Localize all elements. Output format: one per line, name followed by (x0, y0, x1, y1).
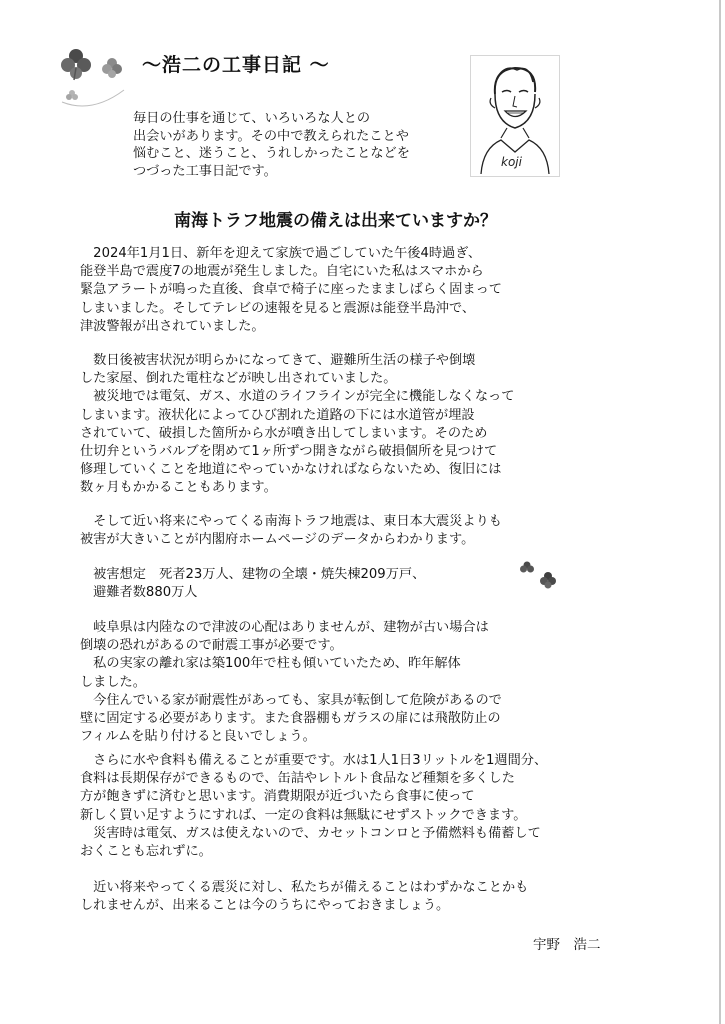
paragraph-line: フィルムを貼り付けると良いでしょう。 (80, 729, 316, 745)
diary-title: ～浩二の工事日記 ～ (142, 54, 330, 76)
intro-line: つづった工事日記です。 (133, 163, 277, 179)
paragraph-line: されていて、破損した箇所から水が噴き出してしまいます。そのため (80, 425, 488, 441)
paragraph-line: さらに水や食料も備えることが重要です。水は1人1日3リットルを1週間分、 (80, 753, 548, 768)
paragraph-line: 今住んでいる家が耐震性があっても、家具が転倒して危険があるので (80, 692, 502, 708)
intro-line: 悩むこと、迷うこと、うれしかったことなどを (133, 146, 410, 161)
paragraph-line: 避難者数880万人 (80, 585, 198, 601)
paragraph-line: 岐阜県は内陸なので津波の心配はありませんが、建物が古い場合は (80, 620, 489, 635)
paragraph-line: 能登半島で震度7の地震が発生しました。自宅にいた私はスマホから (80, 264, 484, 280)
paragraph-line: 方が飽きずに済むと思います。消費期限が近づいたら食事に使って (80, 789, 475, 805)
damage-estimate (80, 566, 425, 602)
intro-text (133, 110, 463, 180)
article-heading: 南海トラフ地震の備えは出来ていますか？ (174, 211, 497, 231)
paragraph-5 (80, 752, 547, 861)
paragraph-line: 被害想定 死者23万人、建物の全壊・焼失棟209万戸、 (80, 567, 426, 582)
intro-line: 毎日の仕事を通じて、いろいろな人との (133, 111, 371, 126)
paragraph-line: 被災地では電気、ガス、水道のライフラインが完全に機能しなくなって (80, 389, 515, 405)
clover-decoration-icon (52, 40, 142, 115)
paragraph-line: 数ヶ月もかかることもあります。 (80, 480, 277, 496)
paragraph-line: した家屋、倒れた電柱などが映し出されていました。 (80, 371, 397, 387)
portrait-signature: koji (501, 155, 522, 169)
paragraph-line: 緊急アラートが鳴った直後、食卓で椅子に座ったまましばらく固まって (80, 282, 502, 298)
author-signature: 宇野 浩二 (533, 937, 601, 953)
paragraph-2 (80, 352, 514, 498)
paragraph-1 (80, 245, 502, 336)
paragraph-line: 倒壊の恐れがあるので耐震工事が必要です。 (80, 638, 343, 654)
paragraph-line: 災害時は電気、ガスは使えないので、カセットコンロと予備燃料も備蓄して (80, 825, 541, 841)
paragraph-line: 私の実家の離れ家は築100年で柱も傾いていたため、昨年解体 (80, 656, 461, 672)
paragraph-line: 食料は長期保存ができるもので、缶詰やレトルト食品など種類を多くした (80, 771, 515, 787)
small-clover-decoration-icon (515, 556, 565, 594)
paragraph-line: しまいました。そしてテレビの速報を見ると震源は能登半島沖で、 (80, 300, 476, 316)
paragraph-4 (80, 619, 502, 746)
paragraph-line: 壁に固定する必要があります。また食器棚もガラスの扉には飛散防止の (80, 711, 501, 727)
paragraph-line: 修理していくことを地道にやっていかなければならないため、復旧には (80, 462, 502, 478)
paragraph-line: 仕切弁というバルブを閉めて1ヶ所ずつ開きながら破損個所を見つけて (80, 444, 498, 460)
intro-line: 出会いがあります。その中で教えられたことや (133, 128, 409, 144)
portrait-sketch-icon (471, 56, 559, 176)
paragraph-line: 数日後被害状況が明らかになってきて、避難所生活の様子や倒壊 (80, 353, 476, 368)
paragraph-line: 近い将来やってくる震災に対し、私たちが備えることはわずかなことかも (80, 880, 529, 895)
paragraph-line: 新しく買い足すようにすれば、一定の食料は無駄にせずストックできます。 (80, 807, 527, 823)
paragraph-3 (80, 513, 502, 549)
paragraph-line: 津波警報が出されていました。 (80, 318, 265, 334)
paragraph-line: 2024年1月1日、新年を迎えて家族で過ごしていた午後4時過ぎ、 (80, 246, 482, 261)
paragraph-line: しれませんが、出来ることは今のうちにやっておきましょう。 (80, 898, 450, 914)
paragraph-6 (80, 879, 528, 915)
paragraph-line: そして近い将来にやってくる南海トラフ地震は、東日本大震災よりも (80, 514, 502, 529)
paragraph-line: おくことも忘れずに。 (80, 844, 212, 860)
paragraph-line: 被害が大きいことが内閣府ホームページのデータからわかります。 (80, 532, 475, 548)
page-edge (719, 0, 721, 1024)
paragraph-line: しまいます。液状化によってひび割れた道路の下には水道管が埋設 (80, 407, 475, 423)
author-portrait (470, 55, 560, 177)
paragraph-line: しました。 (80, 674, 146, 690)
